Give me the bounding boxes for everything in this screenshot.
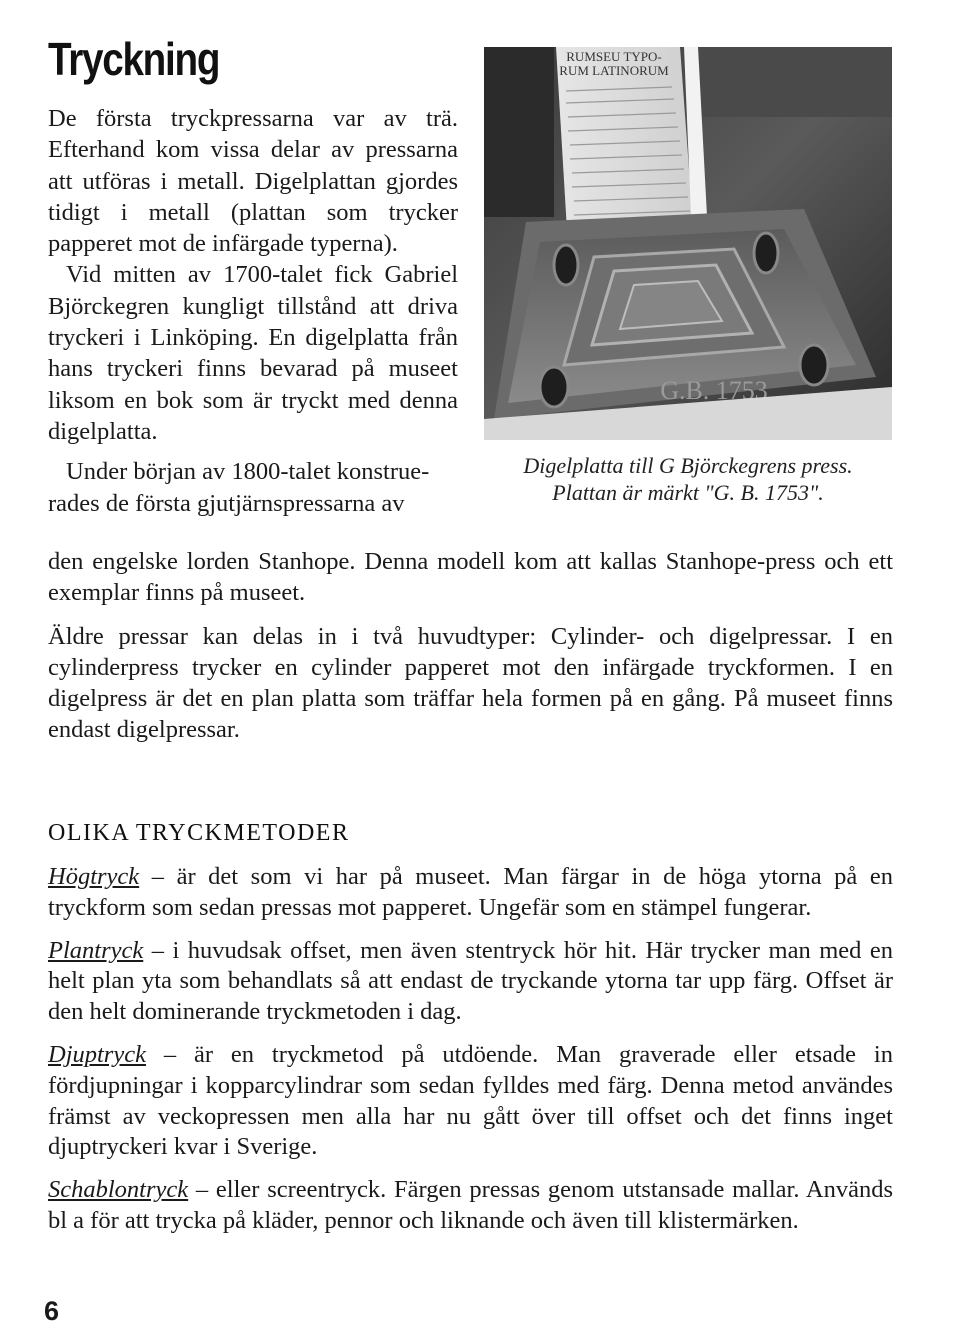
poster-text-line2: RUM LATINORUM <box>559 63 669 78</box>
intro-continued <box>48 546 893 746</box>
caption-line-1: Digelplatta till G Björckegrens press. <box>523 453 853 478</box>
page-number: 6 <box>44 1296 60 1326</box>
press-plate-image <box>484 47 892 440</box>
section-heading: OLIKA TRYCKMETODER <box>48 820 350 846</box>
method-term: Djuptryck <box>48 1040 146 1068</box>
intro-paragraph-4: Äldre pressar kan delas in i två huvudtyper: Cylinder- och digelpressar. I en cylinderpress trycker en cylinder papperet mot den infärgade tryckformen. I en digelpress är det en plan platta som träffar hela formen på en gång. På museet finns endast digelpressar. <box>48 622 893 744</box>
method-description: – är det som vi har på museet. Man färgar in de höga ytorna på en tryckform som sedan pressas mot papperet. Ungefär som en stämpel fungerar. <box>48 863 893 921</box>
method-item <box>48 1175 893 1237</box>
caption-line-2: Plattan är märkt "G. B. 1753". <box>552 480 824 505</box>
method-description: – är en tryckmetod på utdöende. Man graverade eller etsade in fördjupningar i kopparcylindrar som sedan fylldes med färg. Denna metod användes främst av veckopressen men alla har nu gått över till offset och det finns inget djuptryckeri kvar i Sverige. <box>48 1040 893 1161</box>
figure-caption <box>484 452 892 506</box>
press-plate-photo <box>484 47 892 440</box>
intro-paragraph-2: Vid mitten av 1700-talet fick Gabriel Björckegren kungligt tillstånd att driva tryckeri i Linköping. En digelplatta från hans tryckeri finns bevarad på museet liksom en bok som är tryckt med denna digelplatta. <box>48 261 458 445</box>
method-term: Schablontryck <box>48 1176 189 1204</box>
plate-mark-text: G.B. 1753 <box>660 376 768 405</box>
method-term: Högtryck <box>48 863 140 890</box>
method-description: – eller screentryck. Färgen pressas genom utstansade mallar. Används bl a för att trycka på kläder, pennor och liknande och även till klistermärken. <box>48 1176 893 1234</box>
method-item <box>48 936 893 1028</box>
poster-text-line1: RUMSEU TYPO- <box>566 49 662 64</box>
method-item <box>48 1040 893 1163</box>
intro-paragraph-3-start: Under början av 1800-talet konstrue- <box>66 458 430 486</box>
method-term: Plantryck <box>48 936 144 964</box>
intro-paragraph-1: De första tryckpressarna var av trä. Efterhand kom vissa delar av pressarna att utföras i metall. Digelplattan gjordes tidigt i metall (plattan som trycker papperet mot de infärgade typerna). <box>48 105 458 258</box>
method-item <box>48 862 893 924</box>
intro-paragraph-3-rest: den engelske lorden Stanhope. Denna modell kom att kallas Stanhope-press och ett exemplar finns på museet. <box>48 548 893 607</box>
page-title: Tryckning <box>48 33 220 85</box>
intro-column <box>48 103 458 519</box>
method-description: – i huvudsak offset, men även stentryck hör hit. Här trycker man med en helt plan yta som behandlats så att endast de tryckande ytorna tar upp färg. Offset är den helt dominerande tryckmetoden i dag. <box>48 936 893 1026</box>
intro-paragraph-3-line2: rades de första gjutjärnspressarna av <box>48 489 405 517</box>
methods-list <box>48 862 893 1249</box>
